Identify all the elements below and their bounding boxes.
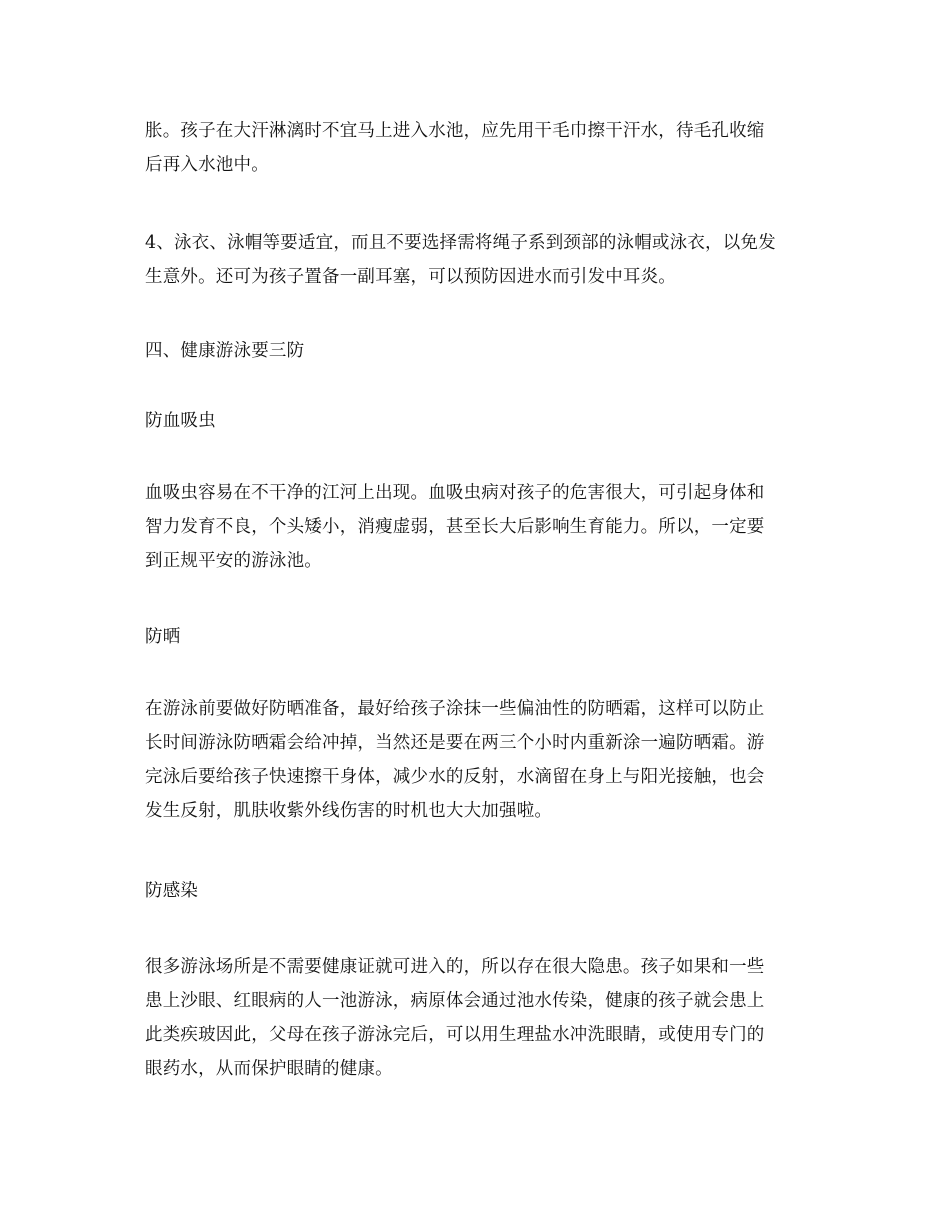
paragraph-infection bbox=[145, 950, 810, 1086]
text-line: 4、泳衣、泳帽等要适宜，而且不要选择需将绳子系到颈部的泳帽或泳衣，以免发 bbox=[145, 233, 776, 253]
subheading-infection bbox=[145, 874, 810, 908]
text-line: 胀。孩子在大汗淋漓时不宜马上进入水池，应先用干毛巾擦干汗水，待毛孔收缩 bbox=[145, 121, 765, 141]
text-line: 防血吸虫 bbox=[145, 411, 216, 431]
text-line: 到正规平安的游泳池。 bbox=[145, 551, 322, 571]
paragraph-schistosome bbox=[145, 476, 810, 578]
text-line: 四、健康游泳要三防 bbox=[145, 341, 305, 361]
text-line: 发生反射，肌肤收紫外线伤害的时机也大大加强啦。 bbox=[145, 801, 553, 821]
text-line: 在游泳前要做好防晒准备，最好给孩子涂抹一些偏油性的防晒霜，这样可以防止 bbox=[145, 699, 765, 719]
text-line: 患上沙眼、红眼病的人一池游泳，病原体会通过池水传染，健康的孩子就会患上 bbox=[145, 991, 765, 1011]
text-line: 智力发育不良，个头矮小，消瘦虚弱，甚至长大后影响生育能力。所以，一定要 bbox=[145, 517, 765, 537]
text-line: 长时间游泳防晒霜会给冲掉，当然还是要在两三个小时内重新涂一遍防晒霜。游 bbox=[145, 733, 765, 753]
text-line: 很多游泳场所是不需要健康证就可进入的，所以存在很大隐患。孩子如果和一些 bbox=[145, 957, 765, 977]
paragraph-item-4 bbox=[145, 226, 810, 294]
subheading-sun bbox=[145, 620, 810, 654]
text-line: 血吸虫容易在不干净的江河上出现。血吸虫病对孩子的危害很大，可引起身体和 bbox=[145, 483, 765, 503]
text-line: 防感染 bbox=[145, 881, 199, 901]
text-line: 生意外。还可为孩子置备一副耳塞，可以预防因进水而引发中耳炎。 bbox=[145, 267, 676, 287]
text-line: 眼药水，从而保护眼睛的健康。 bbox=[145, 1059, 393, 1079]
subheading-schistosome bbox=[145, 404, 810, 438]
text-line: 防晒 bbox=[145, 627, 181, 647]
paragraph-sun bbox=[145, 692, 810, 828]
paragraph-continuation bbox=[145, 114, 810, 182]
text-line: 后再入水池中。 bbox=[145, 155, 269, 175]
section-heading bbox=[145, 334, 810, 368]
text-line: 完泳后要给孩子快速擦干身体，减少水的反射，水滴留在身上与阳光接触，也会 bbox=[145, 767, 765, 787]
text-line: 此类疾玻因此，父母在孩子游泳完后，可以用生理盐水冲洗眼睛，或使用专门的 bbox=[145, 1025, 765, 1045]
